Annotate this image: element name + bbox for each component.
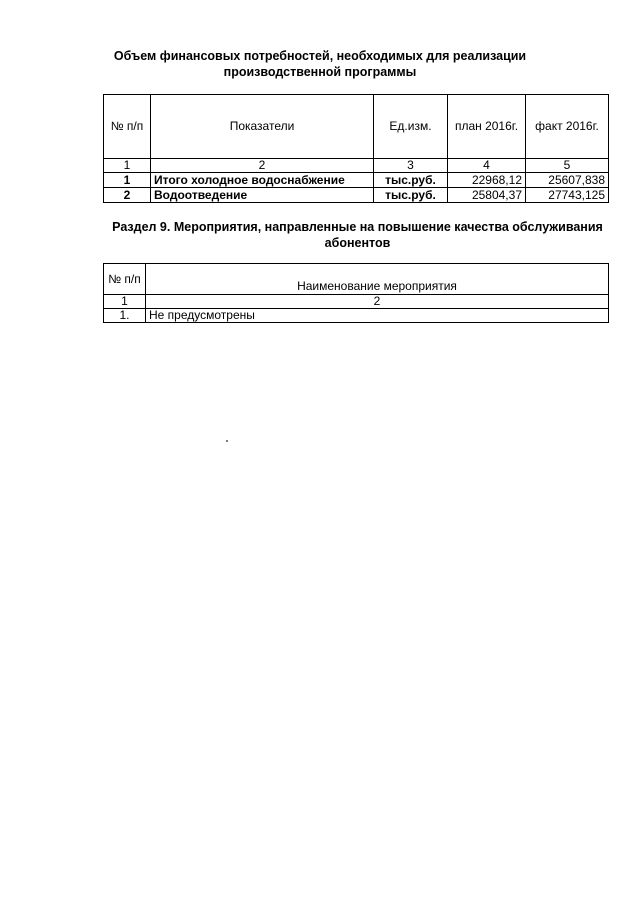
- table-row: [104, 188, 609, 203]
- header-measure-name: Наименование мероприятия: [146, 264, 609, 295]
- row-indicator: Водоотведение: [151, 188, 374, 203]
- column-number-row: [104, 295, 609, 309]
- row-plan-value: 25804,37: [448, 188, 526, 203]
- measures-table: [103, 263, 609, 323]
- column-number: 2: [151, 159, 374, 173]
- section9-title: Раздел 9. Мероприятия, направленные на повышение качества обслуживания абонентов: [112, 220, 603, 250]
- header-plan: план 2016г.: [448, 95, 526, 159]
- row-measure-name: Не предусмотрены: [146, 309, 609, 323]
- column-number: 4: [448, 159, 526, 173]
- row-indicator: Итого холодное водоснабжение: [151, 173, 374, 188]
- header-unit: Ед.изм.: [374, 95, 448, 159]
- scan-speck: [226, 440, 228, 442]
- row-num: 1: [104, 173, 151, 188]
- financial-needs-title: Объем финансовых потребностей, необходимых для реализации производственной программы: [113, 49, 527, 79]
- row-num: 2: [104, 188, 151, 203]
- column-number: 3: [374, 159, 448, 173]
- header-num: № п/п: [104, 264, 146, 295]
- header-fact: факт 2016г.: [526, 95, 609, 159]
- column-number: 5: [526, 159, 609, 173]
- column-number: 1: [104, 159, 151, 173]
- column-number: 2: [146, 295, 609, 309]
- table-header-row: [104, 264, 609, 295]
- row-num: 1.: [104, 309, 146, 323]
- row-plan-value: 22968,12: [448, 173, 526, 188]
- column-number: 1: [104, 295, 146, 309]
- column-number-row: [104, 159, 609, 173]
- header-indicator: Показатели: [151, 95, 374, 159]
- header-num: № п/п: [104, 95, 151, 159]
- financial-needs-table: [103, 94, 609, 203]
- row-unit: тыс.руб.: [374, 173, 448, 188]
- row-unit: тыс.руб.: [374, 188, 448, 203]
- table-header-row: [104, 95, 609, 159]
- row-fact-value: 27743,125: [526, 188, 609, 203]
- table-row: [104, 309, 609, 323]
- table-row: [104, 173, 609, 188]
- row-fact-value: 25607,838: [526, 173, 609, 188]
